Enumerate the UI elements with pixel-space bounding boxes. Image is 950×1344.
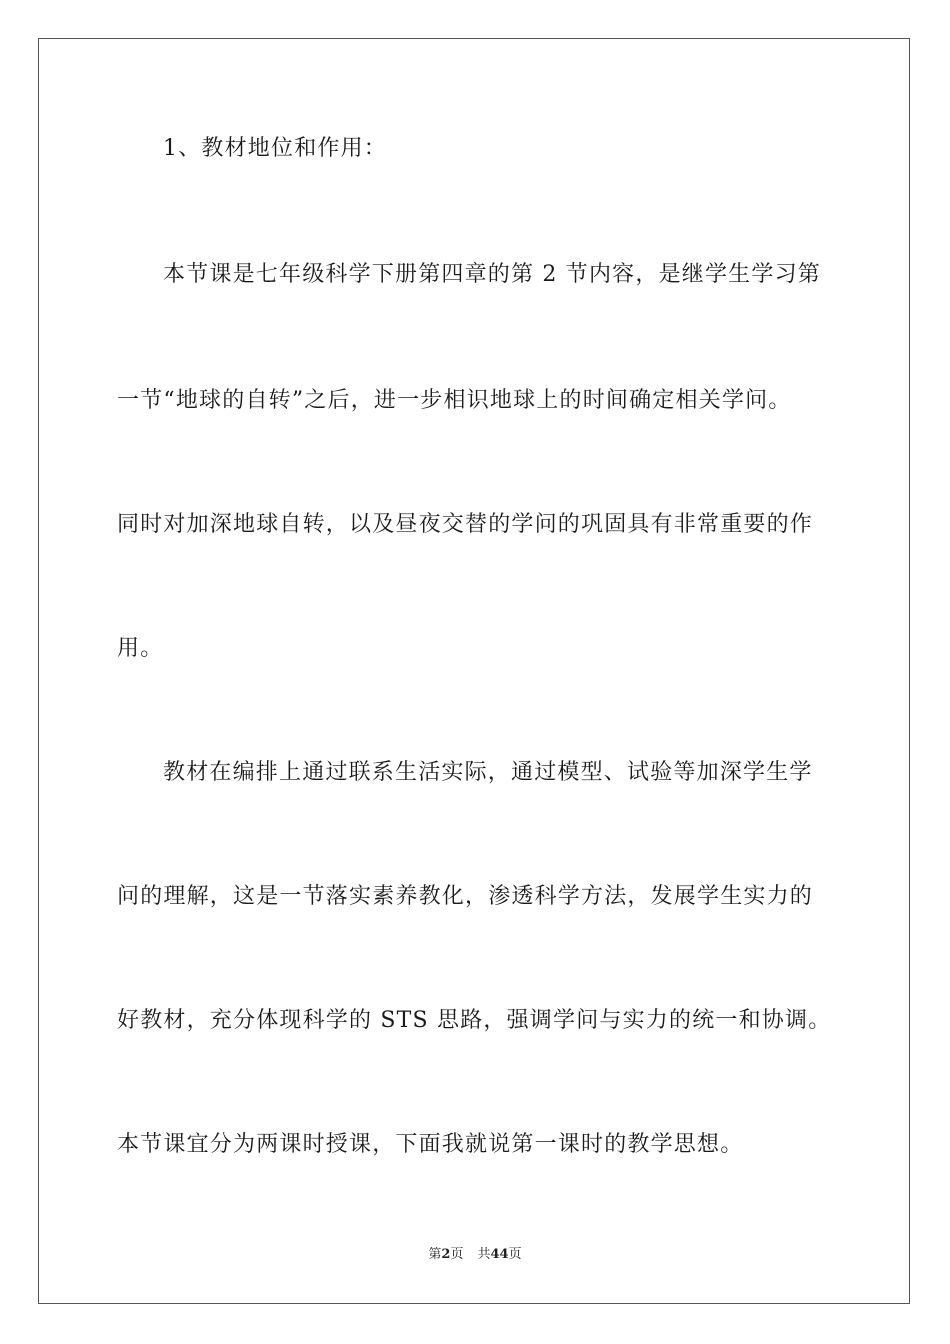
total-prefix: 共 [477,1247,491,1262]
paragraph-line: 好教材，充分体现科学的 STS 思路，强调学问与实力的统一和协调。 [117,1008,832,1033]
paragraph-line: 问的理解，这是一节落实素养教化，渗透科学方法，发展学生实力的 [117,884,814,909]
page-number: 2 [441,1247,451,1262]
paragraph-line: 一节“地球的自转”之后，进一步相识地球上的时间确定相关学问。 [117,388,792,413]
paragraph-line: 本节课宜分为两课时授课，下面我就说第一课时的教学思想。 [117,1132,744,1157]
paragraph-line: 教材在编排上通过联系生活实际，通过模型、试验等加深学生学 [163,760,813,785]
paragraph-line: 同时对加深地球自转，以及昼夜交替的学问的巩固具有非常重要的作 [117,512,814,537]
page-suffix: 页 [450,1247,464,1262]
paragraph-line: 本节课是七年级科学下册第四章的第 2 节内容，是继学生学习第 [163,262,821,287]
page-border [38,38,910,1304]
total-pages: 44 [490,1247,509,1262]
paragraph-line: 用。 [117,636,164,661]
total-suffix: 页 [508,1247,522,1262]
page-prefix: 第 [428,1247,442,1262]
page-footer [0,1246,950,1264]
section-heading: 1、教材地位和作用： [163,136,387,161]
